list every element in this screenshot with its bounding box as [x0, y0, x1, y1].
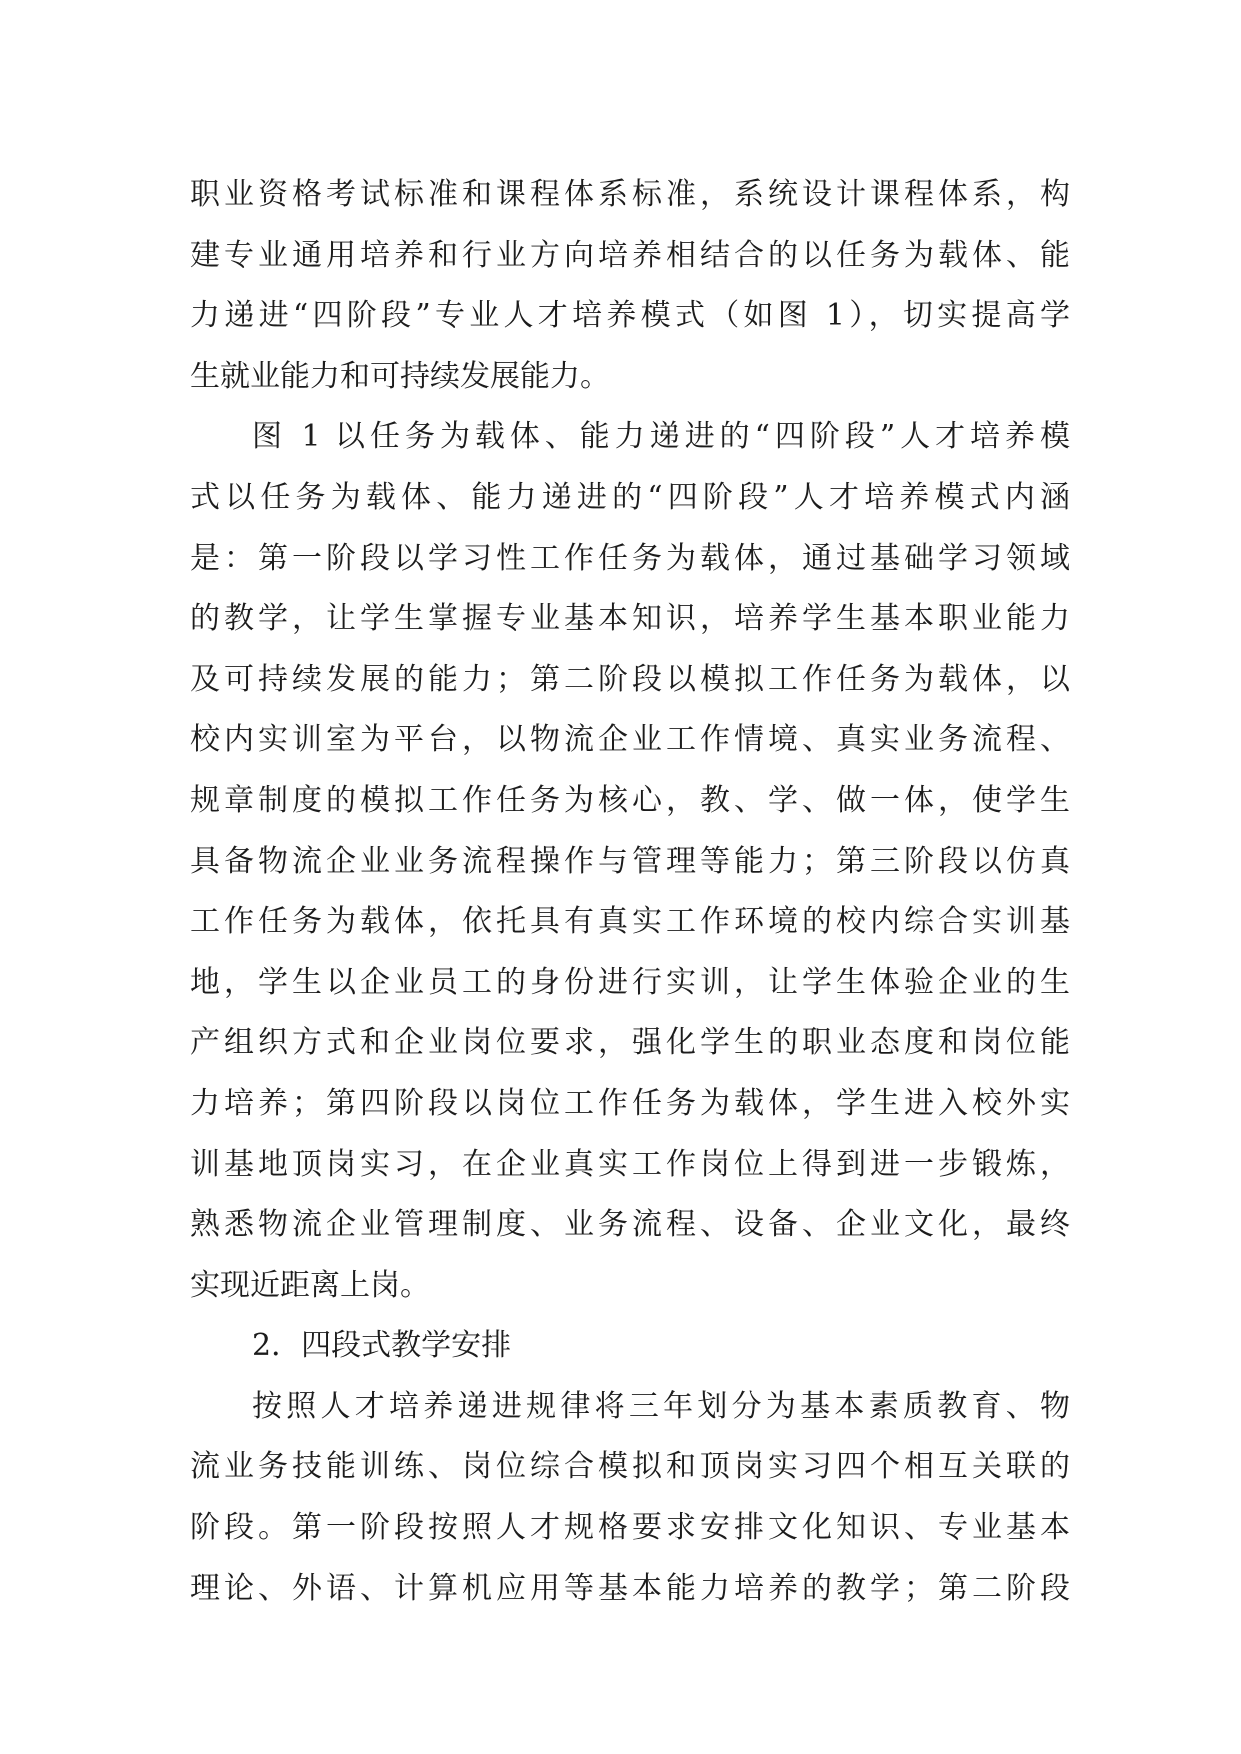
text-line: 校内实训室为平台，以物流企业工作情境、真实业务流程、 [190, 722, 1070, 758]
body-text [190, 165, 1070, 1619]
text-line: 理论、外语、计算机应用等基本能力培养的教学；第二阶段 [190, 1570, 1070, 1606]
text-line: 及可持续发展的能力；第二阶段以模拟工作任务为载体，以 [190, 661, 1070, 697]
text-line: 生就业能力和可持续发展能力。 [190, 358, 610, 394]
text-line: 训基地顶岗实习，在企业真实工作岗位上得到进一步锻炼， [190, 1146, 1070, 1182]
text-line: 产组织方式和企业岗位要求，强化学生的职业态度和岗位能 [190, 1025, 1070, 1061]
text-line: 按照人才培养递进规律将三年划分为基本素质教育、物 [252, 1388, 1070, 1424]
text-line: 规章制度的模拟工作任务为核心，教、学、做一体，使学生 [190, 782, 1070, 818]
text-line: 式以任务为载体、能力递进的“四阶段”人才培养模式内涵 [190, 479, 1070, 515]
figure-caption-line: 图 1 以任务为载体、能力递进的“四阶段”人才培养模 [252, 419, 1070, 455]
text-line: 力递进“四阶段”专业人才培养模式（如图 1），切实提高学 [190, 298, 1070, 334]
text-line: 具备物流企业业务流程操作与管理等能力；第三阶段以仿真 [190, 843, 1070, 879]
text-line: 力培养；第四阶段以岗位工作任务为载体，学生进入校外实 [190, 1085, 1070, 1121]
section-heading: 2．四段式教学安排 [252, 1328, 512, 1364]
text-line: 工作任务为载体，依托具有真实工作环境的校内综合实训基 [190, 904, 1070, 940]
text-line: 的教学，让学生掌握专业基本知识，培养学生基本职业能力 [190, 601, 1070, 637]
text-line: 建专业通用培养和行业方向培养相结合的以任务为载体、能 [190, 237, 1070, 273]
text-line: 职业资格考试标准和课程体系标准，系统设计课程体系，构 [190, 177, 1070, 212]
text-line: 地，学生以企业员工的身份进行实训，让学生体验企业的生 [190, 964, 1070, 1000]
text-line: 流业务技能训练、岗位综合模拟和顶岗实习四个相互关联的 [190, 1449, 1070, 1485]
text-line: 实现近距离上岗。 [190, 1267, 430, 1303]
text-line: 阶段。第一阶段按照人才规格要求安排文化知识、专业基本 [190, 1510, 1070, 1546]
text-line: 是：第一阶段以学习性工作任务为载体，通过基础学习领域 [190, 540, 1070, 576]
text-line: 熟悉物流企业管理制度、业务流程、设备、企业文化，最终 [190, 1207, 1070, 1243]
